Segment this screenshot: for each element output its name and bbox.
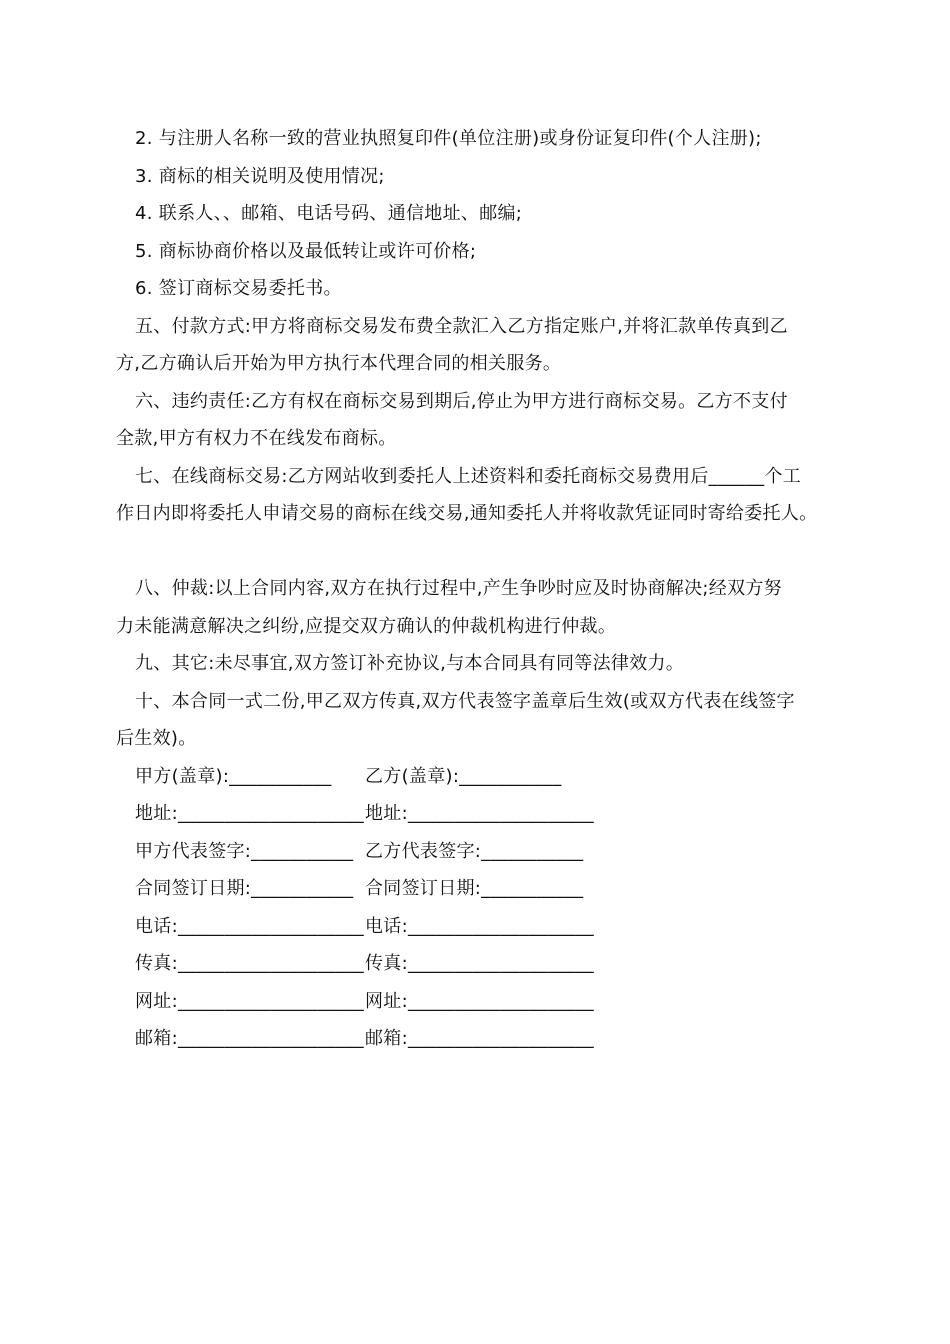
signature-row-representative xyxy=(116,833,846,871)
clause-line: 六、违约责任:乙方有权在商标交易到期后,停止为甲方进行商标交易。乙方不支付 xyxy=(135,390,788,412)
clause-line: 力未能满意解决之纠纷,应提交双方确认的仲裁机构进行仲裁。 xyxy=(116,615,617,637)
party-a-email-field: 邮箱:____________________ xyxy=(135,1028,364,1049)
list-item: 4. 联系人、、邮箱、电话号码、通信地址、邮编; xyxy=(135,203,523,224)
signature-row-seal xyxy=(116,758,846,796)
party-a-representative-field: 甲方代表签字:___________ xyxy=(135,840,354,862)
clause-other xyxy=(116,645,846,683)
list-item: 2. 与注册人名称一致的营业执照复印件(单位注册)或身份证复印件(个人注册); xyxy=(135,128,762,149)
party-b-date-field: 合同签订日期:___________ xyxy=(365,878,584,899)
clause-line: 后生效)。 xyxy=(116,728,197,749)
clause-line: 方,乙方确认后开始为甲方执行本代理合同的相关服务。 xyxy=(116,353,562,374)
document-body xyxy=(116,120,846,1058)
party-b-website-field: 网址:____________________ xyxy=(365,990,594,1012)
list-item: 5. 商标协商价格以及最低转让或许可价格; xyxy=(135,240,477,262)
signature-row-date xyxy=(116,870,846,908)
paragraph-gap xyxy=(116,533,846,571)
party-b-phone-field: 电话:____________________ xyxy=(365,915,594,937)
signature-row-website xyxy=(116,983,846,1021)
party-a-fax-field: 传真:____________________ xyxy=(135,953,364,974)
clause-liability xyxy=(116,383,846,458)
clause-line: 全款,甲方有权力不在线发布商标。 xyxy=(116,428,397,449)
clause-line: 九、其它:未尽事宜,双方签订补充协议,与本合同具有同等法律效力。 xyxy=(135,653,685,674)
signature-row-phone xyxy=(116,908,846,946)
party-a-seal-field: 甲方(盖章):___________ xyxy=(135,765,332,787)
signature-block xyxy=(116,758,846,1058)
clause-line: 作日内即将委托人申请交易的商标在线交易,通知委托人并将收款凭证同时寄给委托人。 xyxy=(116,503,818,524)
clause-copies xyxy=(116,683,846,758)
party-a-website-field: 网址:____________________ xyxy=(135,990,364,1012)
party-b-address-field: 地址:____________________ xyxy=(365,803,594,824)
party-b-seal-field: 乙方(盖章):___________ xyxy=(365,765,562,787)
party-a-date-field: 合同签订日期:___________ xyxy=(135,878,354,899)
signature-row-email xyxy=(116,1020,846,1058)
party-a-address-field: 地址:____________________ xyxy=(135,803,364,824)
clause-arbitration xyxy=(116,570,846,645)
clause-line: 八、仲裁:以上合同内容,双方在执行过程中,产生争吵时应及时协商解决;经双方努 xyxy=(135,578,782,599)
required-materials-list xyxy=(116,120,846,308)
party-b-representative-field: 乙方代表签字:___________ xyxy=(365,840,584,862)
signature-row-address xyxy=(116,795,846,833)
party-a-phone-field: 电话:____________________ xyxy=(135,915,364,937)
list-item: 6. 签订商标交易委托书。 xyxy=(135,278,342,299)
clause-line: 五、付款方式:甲方将商标交易发布费全款汇入乙方指定账户,并将汇款单传真到乙 xyxy=(135,315,788,337)
signature-row-fax xyxy=(116,945,846,983)
clause-online-trade xyxy=(116,458,846,533)
clause-payment xyxy=(116,308,846,383)
clause-line: 七、在线商标交易:乙方网站收到委托人上述资料和委托商标交易费用后______个工 xyxy=(135,465,802,487)
list-item: 3. 商标的相关说明及使用情况; xyxy=(135,165,385,187)
party-b-fax-field: 传真:____________________ xyxy=(365,953,594,974)
clause-line: 十、本合同一式二份,甲乙双方传真,双方代表签字盖章后生效(或双方代表在线签字 xyxy=(135,690,795,712)
party-b-email-field: 邮箱:____________________ xyxy=(365,1028,594,1049)
